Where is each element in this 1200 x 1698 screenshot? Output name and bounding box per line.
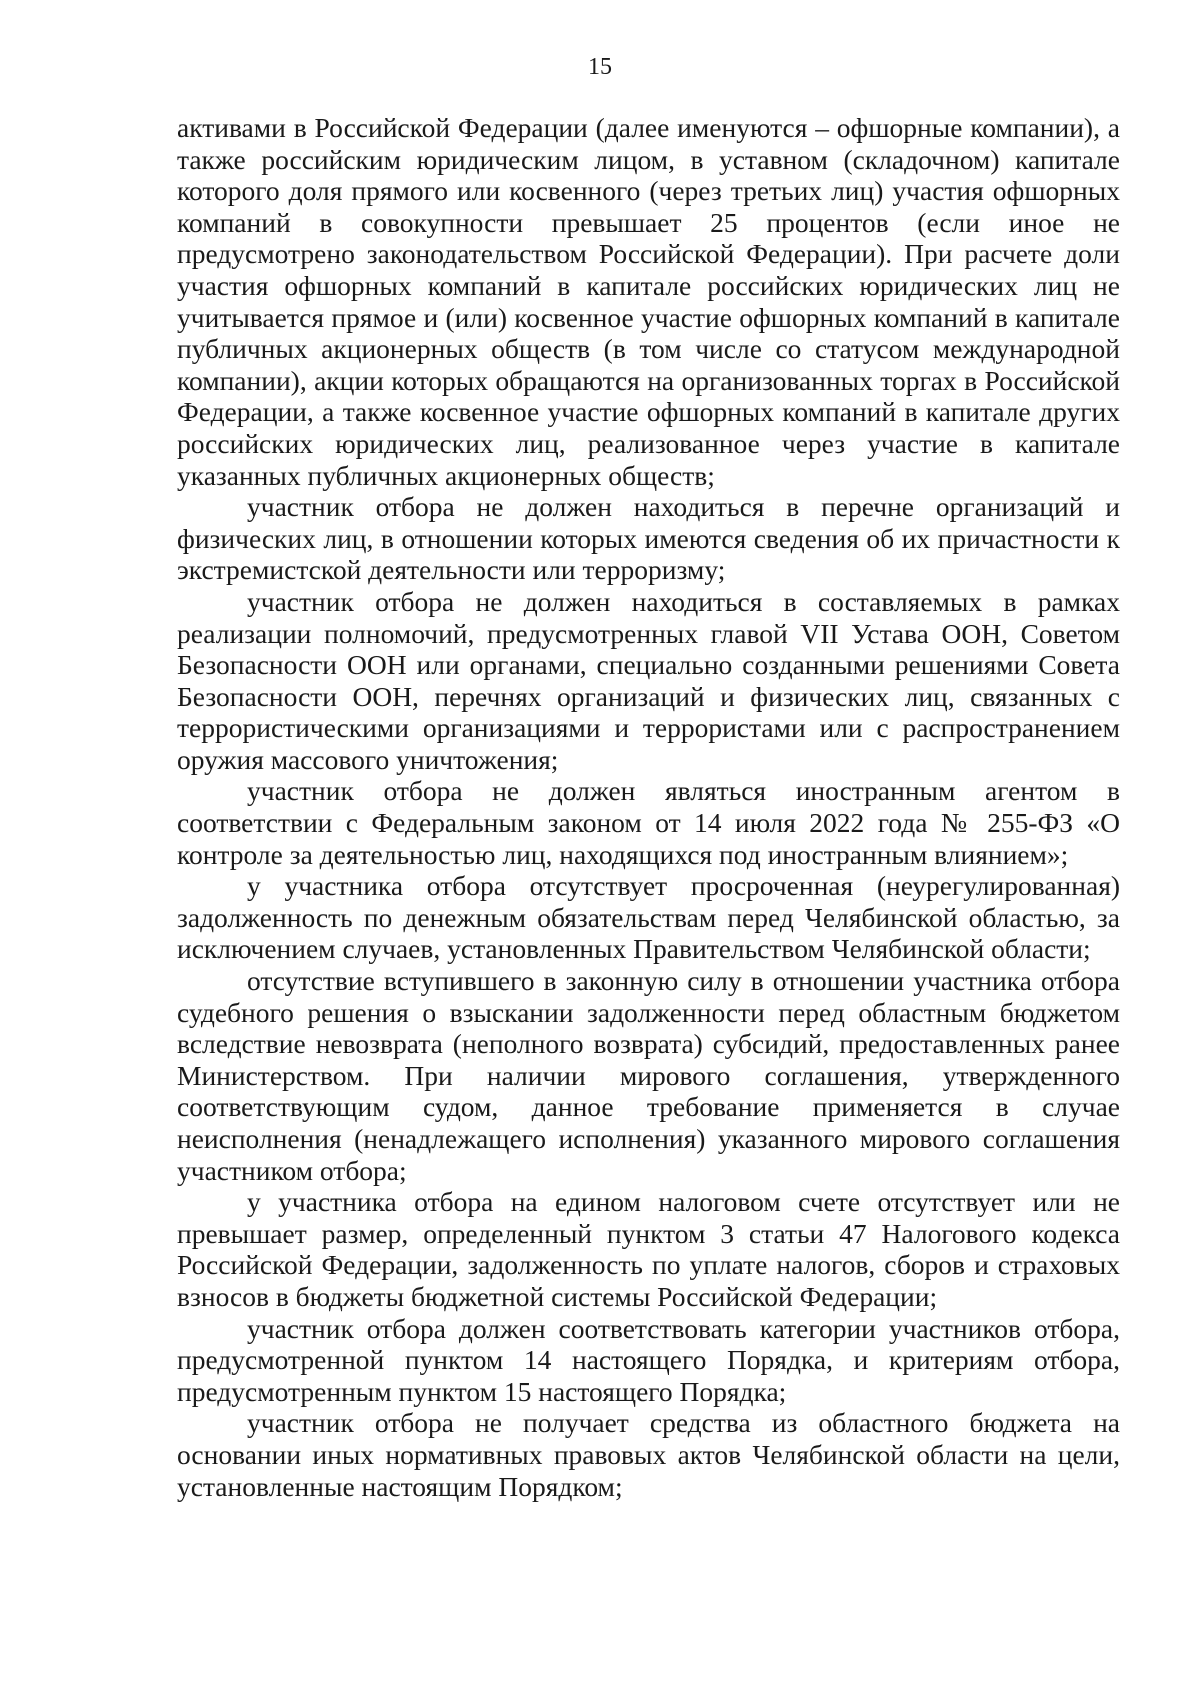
document-body [177, 112, 1120, 1502]
paragraph-no-other-funds: участник отбора не получает средства из областного бюджета на основании иных нормативных правовых актов Челябинской области на цели, установленные настоящим Порядком; [177, 1407, 1120, 1502]
paragraph-continuation: активами в Российской Федерации (далее именуются – офшорные компании), а также российским юридическим лицом, в уставном (складочном) капитале которого доля прямого или косвенного (через третьих лиц) участия офшорных компаний в совокупности превышает 25 процентов (если иное не предусмотрено законодательством Российской Федерации). При расчете доли участия офшорных компаний в капитале российских юридических лиц не учитывается прямое и (или) косвенное участие офшорных компаний в капитале публичных акционерных обществ (в том числе со статусом международной компании), акции которых обращаются на организованных торгах в Российской Федерации, а также косвенное участие офшорных компаний в капитале других российских юридических лиц, реализованное через участие в капитале указанных публичных акционерных обществ; [177, 112, 1120, 491]
paragraph-category-criteria: участник отбора должен соответствовать категории участников отбора, предусмотренной пунктом 14 настоящего Порядка, и критериям отбора, предусмотренным пунктом 15 настоящего Порядка; [177, 1312, 1120, 1407]
page-number: 15 [588, 54, 612, 80]
paragraph-tax-debt: у участника отбора на едином налоговом счете отсутствует или не превышает размер, определенный пунктом 3 статьи 47 Налогового кодекса Российской Федерации, задолженность по уплате налогов, сборов и страховых взносов в бюджеты бюджетной системы Российской Федерации; [177, 1186, 1120, 1312]
paragraph-foreign-agent: участник отбора не должен являться иностранным агентом в соответствии с Федеральным законом от 14 июля 2022 года № 255-ФЗ «О контроле за деятельностью лиц, находящихся под иностранным влиянием»; [177, 775, 1120, 870]
paragraph-overdue-debt: у участника отбора отсутствует просроченная (неурегулированная) задолженность по денежным обязательствам перед Челябинской областью, за исключением случаев, установленных Правительством Челябинской области; [177, 870, 1120, 965]
paragraph-extremism-list: участник отбора не должен находиться в перечне организаций и физических лиц, в отношении которых имеются сведения об их причастности к экстремистской деятельности или терроризму; [177, 491, 1120, 586]
paragraph-un-sanctions-list: участник отбора не должен находиться в составляемых в рамках реализации полномочий, предусмотренных главой VII Устава ООН, Советом Безопасности ООН или органами, специально созданными решениями Совета Безопасности ООН, перечнях организаций и физических лиц, связанных с террористическими организациями и террористами или с распространением оружия массового уничтожения; [177, 585, 1120, 775]
paragraph-court-decision: отсутствие вступившего в законную силу в отношении участника отбора судебного решения о взыскании задолженности перед областным бюджетом вследствие невозврата (неполного возврата) субсидий, предоставленных ранее Министерством. При наличии мирового соглашения, утвержденного соответствующим судом, данное требование применяется в случае неисполнения (ненадлежащего исполнения) указанного мирового соглашения участником отбора; [177, 965, 1120, 1186]
